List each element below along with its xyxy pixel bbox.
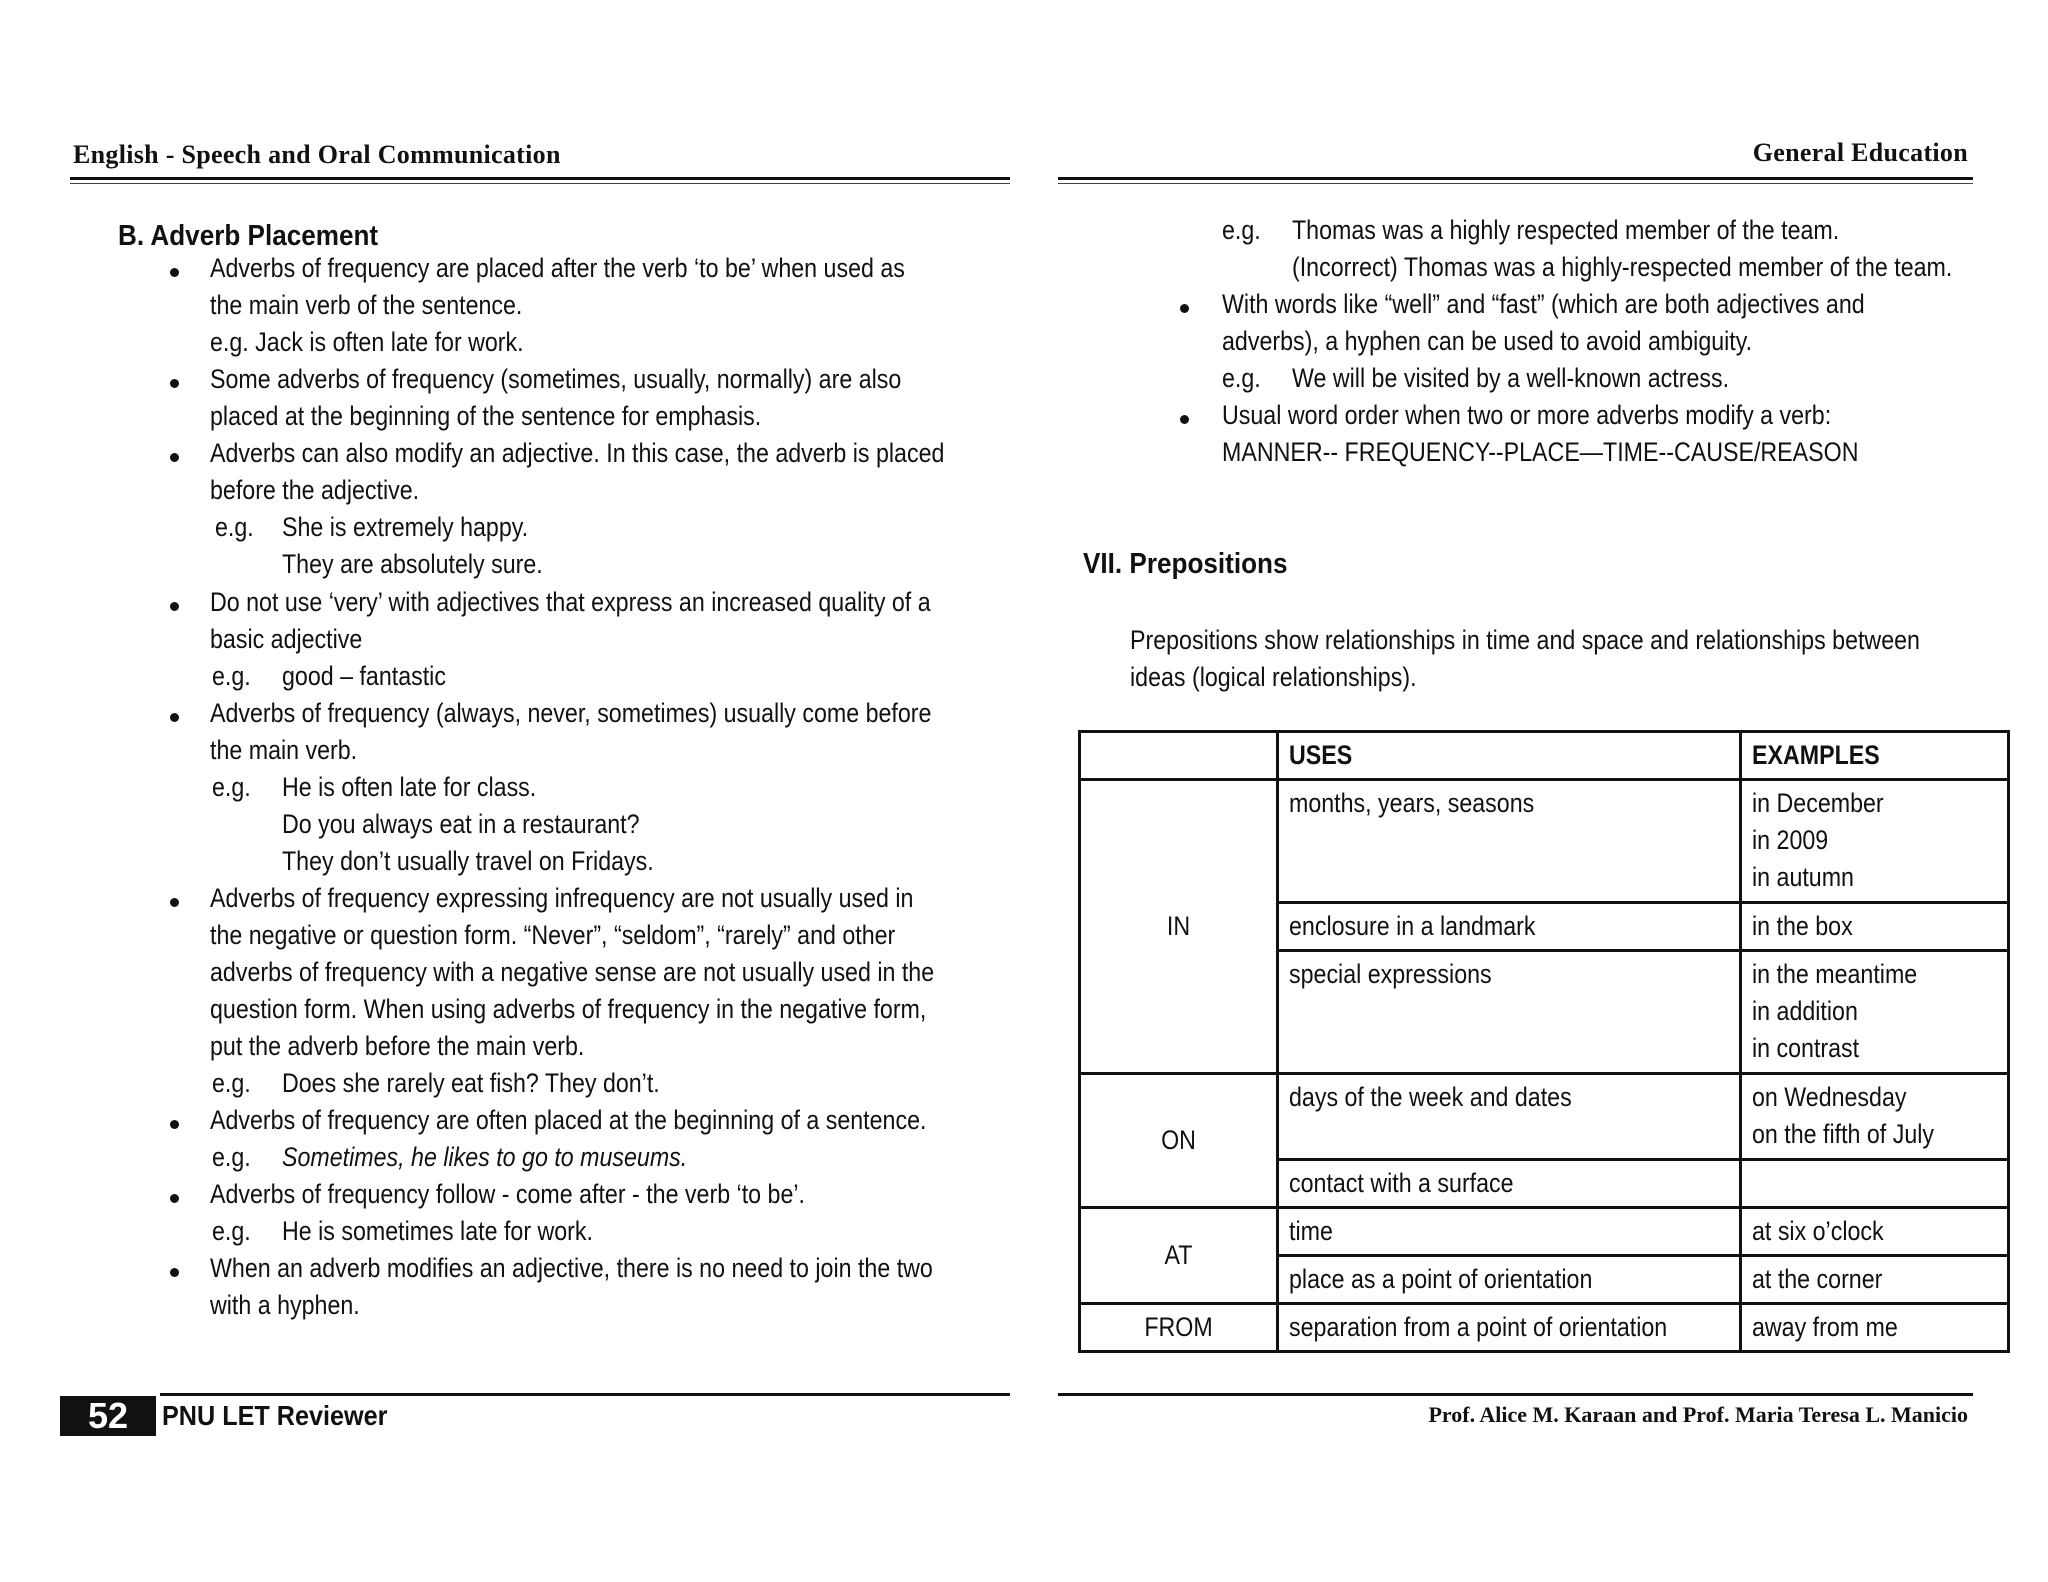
intro-line: ideas (logical relationships). <box>1130 662 1417 692</box>
example-label: e.g. <box>212 1142 251 1172</box>
text-line: Sometimes, he likes to go to museums. <box>282 1142 688 1172</box>
table-row <box>1080 780 2009 903</box>
right-header-rule-thin <box>1058 183 1973 184</box>
text-line: with a hyphen. <box>210 1290 360 1320</box>
text-line: question form. When using adverbs of frequency in the negative form, <box>210 994 927 1024</box>
text-line: adverbs), a hyphen can be used to avoid ambiguity. <box>1222 326 1753 356</box>
right-running-header: General Education <box>1752 138 1968 167</box>
text-line: They don’t usually travel on Fridays. <box>282 846 654 876</box>
table-header-row <box>1080 732 2009 780</box>
right-footer-rule <box>1058 1393 1973 1396</box>
preposition-cell: IN <box>1080 780 1278 1074</box>
right-header-rule <box>1058 177 1973 180</box>
text-line: (Incorrect) Thomas was a highly-respected member of the team. <box>1292 252 1953 282</box>
text-line: Some adverbs of frequency (sometimes, usually, normally) are also <box>210 364 902 394</box>
preposition-cell: ON <box>1080 1074 1278 1208</box>
use-cell: days of the week and dates <box>1278 1074 1741 1160</box>
example-cell: in the box <box>1740 903 2008 951</box>
text-line: before the adjective. <box>210 475 420 505</box>
table-header-cell: EXAMPLES <box>1740 732 2008 780</box>
example-cell: in December in 2009 in autumn <box>1740 780 2008 903</box>
text-line: MANNER-- FREQUENCY--PLACE—TIME--CAUSE/REASON <box>1222 437 1859 467</box>
use-cell: months, years, seasons <box>1278 780 1741 903</box>
text-line: Adverbs of frequency expressing infrequency are not usually used in <box>210 883 914 913</box>
example-cell: away from me <box>1740 1304 2008 1352</box>
table-row <box>1080 1074 2009 1160</box>
text-line: Do you always eat in a restaurant? <box>282 809 640 839</box>
bullet-dot <box>170 1120 179 1129</box>
bullet-dot <box>170 602 179 611</box>
bullet-dot <box>170 453 179 462</box>
prepositions-table <box>1078 730 2010 1353</box>
use-cell: special expressions <box>1278 951 1741 1074</box>
text-line: the main verb of the sentence. <box>210 290 523 320</box>
example-label: e.g. <box>212 1068 251 1098</box>
bullet-dot <box>170 268 179 277</box>
text-line: Do not use ‘very’ with adjectives that express an increased quality of a <box>210 587 931 617</box>
left-header-rule-thin <box>70 183 1010 184</box>
text-line: We will be visited by a well-known actress. <box>1292 363 1730 393</box>
text-line: Adverbs of frequency are placed after the verb ‘to be’ when used as <box>210 253 905 283</box>
example-cell: at the corner <box>1740 1256 2008 1304</box>
use-cell: separation from a point of orientation <box>1278 1304 1741 1352</box>
example-cell: at six o’clock <box>1740 1208 2008 1256</box>
use-cell: enclosure in a landmark <box>1278 903 1741 951</box>
bullet-dot <box>170 1268 179 1277</box>
example-cell: in the meantime in addition in contrast <box>1740 951 2008 1074</box>
text-line: the main verb. <box>210 735 358 765</box>
text-line: Adverbs can also modify an adjective. In this case, the adverb is placed <box>210 438 945 468</box>
example-cell <box>1740 1160 2008 1208</box>
text-line: Thomas was a highly respected member of the team. <box>1292 215 1840 245</box>
table-header-cell <box>1080 732 1278 780</box>
text-line: With words like “well” and “fast” (which are both adjectives and <box>1222 289 1865 319</box>
section-heading-prepositions: VII. Prepositions <box>1083 548 1288 580</box>
left-running-header: English - Speech and Oral Communication <box>73 140 561 169</box>
preposition-cell: FROM <box>1080 1304 1278 1352</box>
text-line: When an adverb modifies an adjective, there is no need to join the two <box>210 1253 933 1283</box>
text-line: adverbs of frequency with a negative sense are not usually used in the <box>210 957 935 987</box>
text-line: He is sometimes late for work. <box>282 1216 593 1246</box>
text-line: He is often late for class. <box>282 772 537 802</box>
example-label: e.g. <box>1222 363 1261 393</box>
table-row <box>1080 1304 2009 1352</box>
bullet-dot <box>170 898 179 907</box>
bullet-dot <box>170 1194 179 1203</box>
text-line: basic adjective <box>210 624 363 654</box>
footer-authors: Prof. Alice M. Karaan and Prof. Maria Teresa L. Manicio <box>1428 1402 1968 1427</box>
example-label: e.g. <box>212 772 251 802</box>
bullet-dot <box>1180 304 1189 313</box>
text-line: placed at the beginning of the sentence for emphasis. <box>210 401 762 431</box>
table-header-cell: USES <box>1278 732 1741 780</box>
left-footer-rule <box>160 1393 1010 1396</box>
text-line: Usual word order when two or more adverbs modify a verb: <box>1222 400 1832 430</box>
text-line: e.g. Jack is often late for work. <box>210 327 524 357</box>
example-label: e.g. <box>212 661 251 691</box>
page-number-badge: 52 <box>60 1396 156 1436</box>
text-line: Adverbs of frequency are often placed at the beginning of a sentence. <box>210 1105 927 1135</box>
text-line: She is extremely happy. <box>282 512 529 542</box>
table-row <box>1080 1208 2009 1256</box>
text-line: good – fantastic <box>282 661 446 691</box>
example-label: e.g. <box>1222 215 1261 245</box>
bullet-dot <box>170 379 179 388</box>
bullet-dot <box>1180 415 1189 424</box>
use-cell: place as a point of orientation <box>1278 1256 1741 1304</box>
example-cell: on Wednesday on the fifth of July <box>1740 1074 2008 1160</box>
example-label: e.g. <box>215 512 254 542</box>
text-line: Adverbs of frequency (always, never, sometimes) usually come before <box>210 698 932 728</box>
text-line: put the adverb before the main verb. <box>210 1031 585 1061</box>
text-line: the negative or question form. “Never”, “seldom”, “rarely” and other <box>210 920 896 950</box>
left-header-rule <box>70 177 1010 180</box>
preposition-cell: AT <box>1080 1208 1278 1304</box>
bullet-dot <box>170 713 179 722</box>
text-line: They are absolutely sure. <box>282 549 543 579</box>
use-cell: time <box>1278 1208 1741 1256</box>
text-line: Adverbs of frequency follow - come after - the verb ‘to be’. <box>210 1179 805 1209</box>
text-line: Does she rarely eat fish? They don’t. <box>282 1068 660 1098</box>
example-label: e.g. <box>212 1216 251 1246</box>
use-cell: contact with a surface <box>1278 1160 1741 1208</box>
footer-title: PNU LET Reviewer <box>162 1400 388 1431</box>
intro-line: Prepositions show relationships in time and space and relationships between <box>1130 625 1920 655</box>
section-heading-adverb-placement: B. Adverb Placement <box>118 220 379 252</box>
